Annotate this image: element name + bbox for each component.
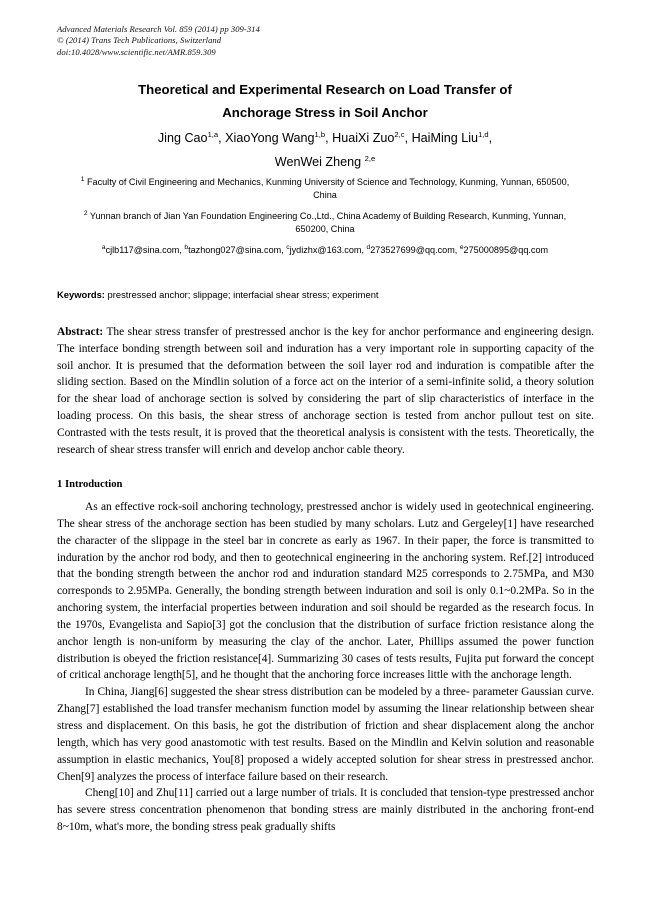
abstract-label: Abstract:: [57, 326, 104, 338]
author-affiliation-marker: 1,d: [478, 129, 489, 139]
author-affiliation-marker: 2,e: [364, 153, 376, 163]
section-heading-introduction: 1 Introduction: [57, 479, 123, 490]
body-paragraph: Cheng[10] and Zhu[11] carried out a large number of trials. It is concluded that tension-type prestressed anchor has severe stress concentration phenomenon that bonding stress are mainly distributed in the anchoring front-end 8~10m, what's more, the bonding stress peak gradually shifts: [57, 787, 594, 834]
email-marker: a: [101, 243, 106, 251]
journal-doi-line: doi:10.4028/www.scientific.net/AMR.859.309: [57, 46, 216, 57]
author-name: HuaiXi Zuo: [332, 131, 395, 145]
author-affiliation-marker: 2,c: [394, 129, 405, 139]
author-name: Jing Cao: [157, 131, 208, 145]
email-marker: e: [459, 243, 464, 251]
email-marker: c: [286, 243, 290, 251]
email-address[interactable]: cjlb117@sina.com,: [105, 244, 182, 255]
page-title: [72, 78, 578, 124]
author-affiliation-marker: 1,a: [207, 129, 219, 139]
author-name: HaiMing Liu: [411, 131, 479, 145]
keywords-label: Keywords:: [57, 289, 105, 300]
author-name: XiaoYong Wang: [225, 131, 315, 145]
abstract-text: The shear stress transfer of prestressed anchor is the key for anchor performance and engineering design. The interface bonding strength between soil and induration has a very important role in supporting capacity of the soil anchor. It is presumed that the deformation between the soil layer rod and induration is compatible after the sliding section. Based on the Mindlin solution of a force act on the interior of a semi-infinite solid, a theory solution for the shear load of anchorage section is solved by considering the part of slip characteristics of interface in the loading process. On this basis, the shear stress of anchorage section is tested from anchor pullout test on site. Contrasted with the tests result, it is proved that the theoretical analysis is consistent with the tests. Theoretically, the research of shear stress transfer will enrich and develop anchor cable theory.: [57, 326, 594, 456]
affiliation-marker: 1: [80, 175, 85, 183]
author-line-2: [62, 150, 588, 174]
abstract-section: [57, 324, 594, 458]
author-name: WenWei Zheng: [274, 155, 362, 169]
email-marker: b: [184, 243, 189, 251]
email-address[interactable]: jydizhx@163.com,: [289, 244, 365, 255]
journal-header: [57, 24, 597, 58]
body-content: [57, 499, 594, 836]
title-line-2: Anchorage Stress in Soil Anchor: [222, 105, 428, 120]
affiliation-list: [62, 176, 588, 257]
email-marker: d: [366, 243, 371, 251]
author-emails: [62, 244, 588, 257]
author-list: [62, 126, 588, 174]
journal-copyright-line: © (2014) Trans Tech Publications, Switzerland: [57, 35, 222, 46]
body-paragraph: As an effective rock-soil anchoring technology, prestressed anchor is widely used in geotechnical engineering. The shear stress of the anchorage section has been studied by many scholars. Lutz and Gergeley[1] have researched the character of the slippage in the steel bar in concrete as early as 1967. In their paper, the force is transmitted to induration by the anchor rod body, and then to geotechnical engineering in the anchoring system. Ref.[2] introduced that the bonding strength between the anchor rod and induration standard M25 corresponds to 2.75MPa, and M30 corresponds to 2.95MPa. Generally, the bonding strength between induration and soil is only 0.1~0.2MPa. So in the anchoring system, the interfacial properties between induration and soil should be regarded as the research focus. In the 1970s, Evangelista and Sapio[3] got the conclusion that the distribution of surface friction resistance along the anchor length is non-uniform by measuring the clay of the anchor. Later, Phillips assumed the power function distribution is obeyed the friction resistance[4]. Summarizing 30 cases of tests results, Fujita put forward the concept of critical anchorage length[5], and he thought that the anchoring force increases little with the anchorage length.: [57, 501, 594, 682]
affiliation-marker: 2: [83, 209, 88, 217]
affiliation-2: [62, 210, 588, 237]
author-line-1: Jing Cao$^{1,a}$, XiaoYong Wang$^{1,b}$, HuaiXi Zuo$^{2,c}$, HaiMing Liu$^{1,d}$,: [157, 129, 493, 145]
affiliation-text: Yunnan branch of Jian Yan Foundation Engineering Co.,Ltd., China Academy of Building Research, Kunming, Yunnan, 650200, China: [89, 210, 567, 235]
affiliation-1: [62, 176, 588, 203]
affiliation-text: Faculty of Civil Engineering and Mechanics, Kunming University of Science and Technology, Kunming, Yunnan, 650500, China: [86, 177, 570, 201]
email-address[interactable]: 273527699@qq.com,: [370, 244, 458, 255]
journal-citation-line: Advanced Materials Research Vol. 859 (2014) pp 309-314: [57, 24, 260, 34]
author-affiliation-marker: 1,b: [314, 129, 326, 139]
email-address[interactable]: tazhong027@sina.com,: [188, 244, 284, 255]
title-line-1: Theoretical and Experimental Research on Load Transfer of: [138, 82, 512, 97]
keywords-line: [57, 288, 594, 302]
email-address[interactable]: 275000895@qq.com: [463, 244, 549, 255]
body-paragraph: In China, Jiang[6] suggested the shear stress distribution can be modeled by a three- parameter Gaussian curve. Zhang[7] established the load transfer mechanism function model by assuming the linear relationship between shear stress and displacement. On this basis, he got the distribution of friction and shear displacement along the anchor length, which has very good anastomotic with test results. Based on the Mindlin and Kelvin solution and reasonable assumption in elastic mechanics, You[8] proposed a widely accepted solution for shear stress in prestressed anchor. Chen[9] analyzes the process of interface failure based on their research.: [57, 686, 594, 783]
keywords-value: prestressed anchor; slippage; interfacial shear stress; experiment: [107, 289, 379, 300]
